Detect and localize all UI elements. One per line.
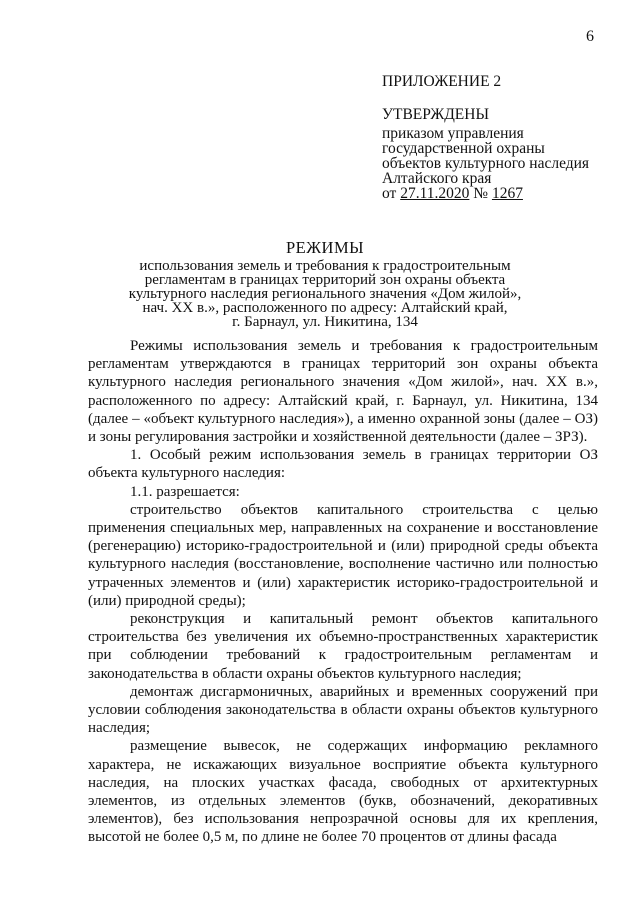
document-title-block	[60, 238, 590, 330]
approved-label: УТВЕРЖДЕНЫ	[382, 106, 489, 123]
approval-date: 27.11.2020	[400, 185, 470, 202]
approval-line: объектов культурного наследия	[382, 155, 590, 172]
title-line: культурного наследия регионального значения «Дом жилой»,	[128, 286, 522, 302]
body-paragraph: строительство объектов капитального строительства с целью применения специальных мер, направленных на сохранение и восстановление (регенерацию) историко-градостроительной и (или) природной среды объекта культурного наследия (восстановление, восполнение частично или полностью утраченных элементов и (или) характеристик историко-градостроительной и (или) природной среды);	[88, 501, 598, 609]
page-number: 6	[586, 28, 594, 45]
approval-date-line	[382, 186, 622, 201]
title-line: г. Барнаул, ул. Никитина, 134	[232, 314, 418, 330]
body-paragraph: реконструкция и капитальный ремонт объектов капитального строительства без увеличения их объемно-пространственных характеристик при соблюдении требований к градостроительным регламентам и законодательства в области охраны объектов культурного наследия;	[88, 611, 598, 682]
appendix-label: ПРИЛОЖЕНИЕ 2	[382, 73, 502, 90]
date-prefix: от	[382, 185, 397, 202]
title-line: использования земель и требования к градостроительным	[139, 258, 511, 274]
document-title: РЕЖИМЫ	[285, 238, 364, 257]
body-paragraph: Режимы использования земель и требования к градостроительным регламентам утверждаются в границах территорий зон охраны объекта культурного наследия регионального значения «Дом жилой», нач. XX в.», расположенного по адресу: Алтайский край, г. Барнаул, ул. Никитина, 134 (далее – «объект культурного наследия»), а именно охранной зоны (далее – ОЗ) и зоны регулирования застройки и хозяйственной деятельности (далее – ЗРЗ).	[88, 338, 598, 446]
body-paragraph: демонтаж дисгармоничных, аварийных и временных сооружений при условии соблюдения законодательства в области охраны объектов культурного наследия;	[88, 683, 598, 737]
title-line: регламентам в границах территорий зон охраны объекта	[144, 272, 506, 288]
number-sign: №	[473, 185, 489, 202]
document-body	[88, 337, 598, 847]
body-paragraph: 1. Особый режим использования земель в границах территории ОЗ объекта культурного наследия:	[88, 447, 598, 482]
approval-line: государственной охраны	[382, 140, 545, 157]
approval-line: приказом управления	[382, 125, 524, 142]
approval-line: Алтайского края	[382, 170, 492, 187]
approval-block	[382, 74, 622, 201]
approval-number: 1267	[491, 185, 523, 202]
title-line: нач. XX в.», расположенного по адресу: Алтайский край,	[142, 300, 508, 316]
body-paragraph: 1.1. разрешается:	[130, 483, 240, 500]
body-paragraph: размещение вывесок, не содержащих информацию рекламного характера, не искажающих визуальное восприятие объекта культурного наследия, на плоских участках фасада, свободных от архитектурных элементов, из отдельных элементов (букв, обозначений, декоративных элементов), без использования непрозрачной основы для их крепления, высотой не более 0,5 м, по длине не более 70 процентов от длины фасада	[88, 738, 598, 846]
